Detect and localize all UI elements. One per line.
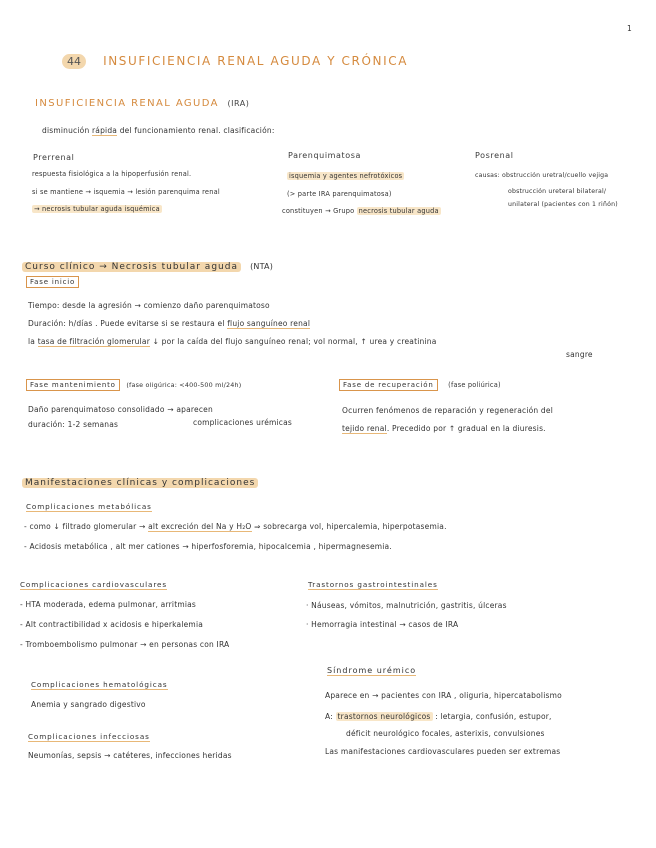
cardio-title: Complicaciones cardiovasculares (20, 580, 167, 589)
uremic-line3: déficit neurológico focales, asterixis, convulsiones (346, 729, 545, 738)
mantenimiento-line2b: complicaciones urémicas (193, 418, 293, 427)
uremic-title: Síndrome urémico (327, 666, 417, 675)
gastro-line2: · Hemorragia intestinal → casos de IRA (306, 620, 459, 629)
hemat-title: Complicaciones hematológicas (31, 680, 168, 689)
infecc-line1: Neumonías, sepsis → catéteres, infecciones heridas (28, 751, 232, 760)
recuperacion-line2: tejido renal. Precedido por ↑ gradual en la diuresis. (342, 424, 546, 433)
posrenal-line3: unilateral (pacientes con 1 riñón) (508, 201, 618, 208)
page-title (62, 50, 408, 69)
hemat-line1: Anemia y sangrado digestivo (31, 700, 146, 709)
metab-line2: - Acidosis metabólica , alt mer cationes → hiperfosforemia, hipocalcemia , hipermagnesemia. (24, 542, 392, 551)
inicio-line3: la tasa de filtración glomerular ↓ por la caída del flujo sanguíneo renal; vol normal, ↑ urea y creatinina (28, 337, 437, 346)
prerrenal-line1: respuesta fisiológica a la hipoperfusión renal. (32, 170, 192, 178)
recuperacion-line1: Ocurren fenómenos de reparación y regeneración del (342, 406, 553, 415)
fase-recuperacion-label: Fase de recuperación (fase poliúrica) (339, 380, 501, 389)
parenquimatosa-line3: constituyen → Grupo necrosis tubular aguda (282, 207, 439, 215)
prerrenal-line3: → necrosis tubular aguda isquémica (34, 205, 160, 213)
cardio-line1: - HTA moderada, edema pulmonar, arritmias (20, 600, 197, 609)
posrenal-line1: causas: obstrucción uretral/cuello vejiga (475, 172, 609, 179)
inicio-line4: sangre (566, 350, 593, 359)
mantenimiento-line2: duración: 1-2 semanas (28, 420, 119, 429)
curso-heading: Curso clínico → Necrosis tubular aguda (NTA) (22, 254, 273, 273)
mantenimiento-line1: Daño parenquimatoso consolidado → aparecen (28, 405, 213, 414)
gastro-line1: · Náuseas, vómitos, malnutrición, gastritis, úlceras (306, 601, 507, 610)
inicio-line2: Duración: h/días . Puede evitarse si se restaura el flujo sanguíneo renal (28, 319, 311, 328)
uremic-line4: Las manifestaciones cardiovasculares pueden ser extremas (325, 747, 561, 756)
parenquimatosa-title: Parenquimatosa (288, 151, 362, 160)
title-number: 44 (62, 54, 86, 69)
title-text: INSUFICIENCIA RENAL AGUDA Y CRÓNICA (103, 54, 409, 68)
infecc-title: Complicaciones infecciosas (28, 732, 150, 741)
cardio-line3: - Tromboembolismo pulmonar → en personas con IRA (20, 640, 230, 649)
prerrenal-title: Prerrenal (33, 153, 75, 162)
parenquimatosa-line2: (> parte IRA parenquimatosa) (287, 190, 392, 198)
fase-mantenimiento-label: Fase mantenimiento (fase oligúrica: <400-500 ml/24h) (26, 380, 241, 389)
page-number: 1 (627, 24, 632, 33)
gastro-title: Trastornos gastrointestinales (308, 580, 438, 589)
parenquimatosa-line1: isquemia y agentes nefrotóxicos (289, 172, 403, 180)
cardio-line2: - Alt contractibilidad x acidosis e hiperkalemia (20, 620, 204, 629)
posrenal-title: Posrenal (475, 151, 514, 160)
posrenal-line2: obstrucción ureteral bilateral/ (508, 188, 607, 195)
metab-title: Complicaciones metabólicas (26, 502, 152, 511)
ira-definition: disminución rápida del funcionamiento renal. clasificación: (42, 126, 275, 135)
prerrenal-line2: si se mantiene → isquemia → lesión parenquima renal (32, 188, 220, 196)
inicio-line1: Tiempo: desde la agresión → comienzo daño parenquimatoso (28, 301, 270, 310)
metab-line1: - como ↓ filtrado glomerular → alt excreción del Na y H₂O ⇒ sobrecarga vol, hipercalemia, hiperpotasemia. (24, 522, 447, 531)
fase-inicio-label: Fase inicio (26, 277, 79, 286)
uremic-line2: A: trastornos neurológicos : letargia, confusión, estupor, (325, 712, 552, 721)
manif-heading: Manifestaciones clínicas y complicaciones (22, 470, 258, 489)
ira-heading: INSUFICIENCIA RENAL AGUDA (IRA) (35, 98, 250, 109)
uremic-line1: Aparece en → pacientes con IRA , oliguria, hipercatabolismo (325, 691, 562, 700)
